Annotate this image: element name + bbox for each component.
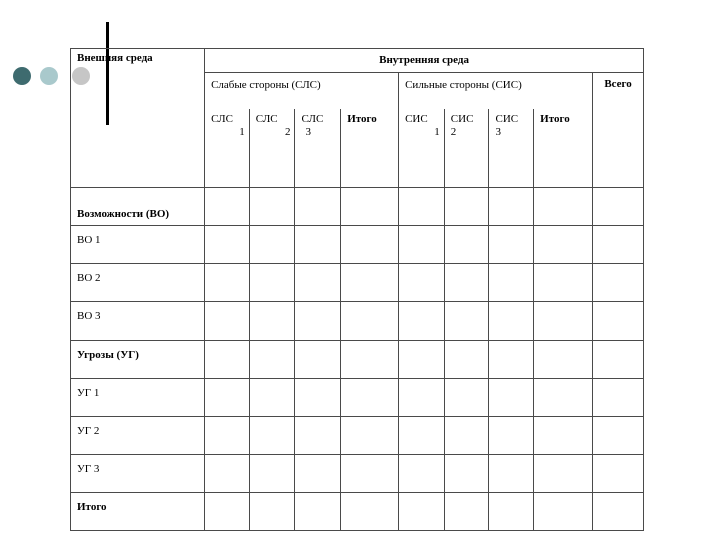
column-header-strong-total: Итого (534, 109, 593, 188)
table-row (71, 188, 644, 226)
column-header-sis2: СИС 2 (444, 109, 489, 188)
bullet-dot-dark (13, 67, 31, 85)
table-row (71, 379, 644, 417)
column-header-slc2: СЛС 2 (249, 109, 295, 188)
header-internal-environment: Внутренняя среда (205, 49, 644, 73)
header-total-all: Всего (593, 73, 644, 188)
column-header-sis3: СИС 3 (489, 109, 534, 188)
column-header-slc1: СЛС 1 (205, 109, 250, 188)
table-row (71, 493, 644, 531)
column-header-sis1: СИС 1 (399, 109, 445, 188)
bullet-dot-light (40, 67, 58, 85)
row-label-vo3: ВО 3 (71, 302, 205, 341)
header-strong-sides: Сильные стороны (СИС) (399, 73, 593, 109)
header-weak-sides: Слабые стороны (СЛС) (205, 73, 399, 109)
table-row (71, 264, 644, 302)
row-label-vo2: ВО 2 (71, 264, 205, 302)
table-row (71, 455, 644, 493)
table-row (71, 302, 644, 341)
table-row (71, 341, 644, 379)
row-label-threats: Угрозы (УГ) (71, 341, 205, 379)
row-label-ug2: УГ 2 (71, 417, 205, 455)
row-label-vo1: ВО 1 (71, 226, 205, 264)
column-header-slc3: СЛС 3 (295, 109, 341, 188)
row-label-ug1: УГ 1 (71, 379, 205, 417)
column-header-weak-total: Итого (341, 109, 399, 188)
table-row (71, 226, 644, 264)
row-label-ug3: УГ 3 (71, 455, 205, 493)
header-external-environment: Внешняя среда (71, 49, 205, 188)
swot-matrix-table (70, 48, 644, 531)
row-label-total: Итого (71, 493, 205, 531)
table-row (71, 417, 644, 455)
row-label-opportunities: Возможности (ВО) (71, 188, 205, 226)
